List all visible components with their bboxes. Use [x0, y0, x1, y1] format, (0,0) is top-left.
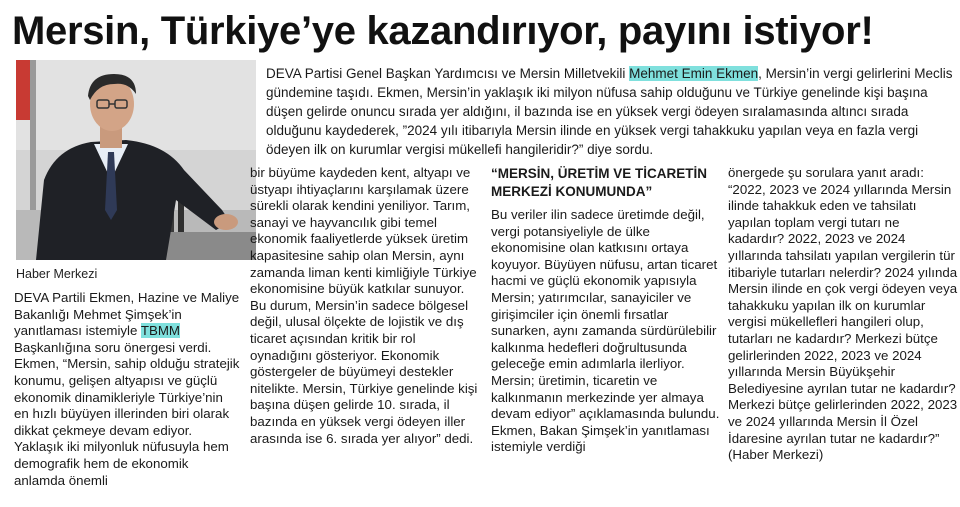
politician-photo: [16, 60, 256, 260]
column-1: [14, 290, 240, 489]
headline: Mersin, Türkiye’ye kazandırıyor, payını istiyor!: [12, 9, 874, 53]
intro-text-end: , Mersin’in vergi gelirlerini Meclis gündemine taşıdı. Ekmen, Mersin’in yaklaşık iki milyon nüfusa sahip olduğunu ve Türkiye genelinde kişi başına düşen gelirde onuncu sırada yer aldığını, il bazında ise en yüksek vergi ödeyen sıralamasında altıncı sırada olduğunu kaydederek, ”2024 yılı itibarıyla Mersin ilinde en yüksek vergi tahakkuku yapılan veya en fazla vergi ödeyen ilk on kurumlar vergisi mükellefi hangileridir?” diye sordu.: [266, 66, 953, 157]
column-3-text: Bu veriler ilin sadece üretimde değil, vergi potansiyeliyle de ülke ekonomisine olan katkısını ortaya koyuyor. Büyüyen nüfusu, artan ticaret hacmi ve güçlü ekonomik yapısıyla Mersin; yatırımcılar, sanayiciler ve girişimciler için önemli fırsatlar sunarken, aynı zamanda sürdürülebilir kalkınma hedefleri doğrultusunda geleceğe emin adımlarla ilerliyor. Mersin; üretimin, ticaretin ve kalkınmanın merkezinde yer almaya devam ediyor” açıklamasında bulundu. Ekmen, Bakan Şimşek’in yanıtlaması istemiyle verdiği: [491, 207, 720, 455]
column-4-text: önergede şu sorulara yanıt aradı: “2022, 2023 ve 2024 yıllarında Mersin ilinde tahakkuk eden ve tahsilatı yapılan toplam vergi tutarı ne kadardır? 2022, 2023 ve 2024 yıllarında tahsilatı yapılan vergilerin tür itibariyle tutarları nelerdir? 2024 yılında Mersin ilinde en çok vergi ödeyen veya tahakkuku yapılan ilk on kurumlar vergisi mükellefleri hangileri olup, tutarları ne kadardır? Merkezi bütçe gelirlerinden 2022, 2023 ve 2024 yıllarında Mersin Büyükşehir Belediyesine ayrılan tutar ne kadardır? Merkezi bütçe gelirlerinden 2022, 2023 ve 2024 yıllarında Mersin İl Özel İdaresine ayrılan tutar ne kadardır?” (Haber Merkezi): [728, 165, 958, 463]
column-3: [491, 165, 721, 456]
col1-text-end: Başkanlığına soru önergesi verdi. Ekmen, “Mersin, sahip olduğu stratejik konumu, gelişen altyapısı ve güçlü ekonomik dinamikleriyle Türkiye’nin en hızlı büyüyen illerinden biri olarak dikkat çekmeye devam ediyor. Yaklaşık iki milyonluk nüfusuyla hem demografik hem de ekonomik anlamda önemli: [14, 339, 240, 488]
column-2-text: bir büyüme kaydeden kent, altyapı ve üstyapı ihtiyaçlarını karşılamak üzere sürekli olarak kendini yeniliyor. Tarım, sanayi ve hayvancılık gibi temel ekonomik faaliyetlerde yüksek üretim kapasitesine sahip olan Mersin, aynı zamanda liman kenti kimliğiyle Türkiye ekonomisine büyük katkılar sunuyor. Bu durum, Mersin’in sadece bölgesel değil, ulusal ölçekte de lojistik ve dış ticaret açısından kritik bir rol oynadığını gösteriyor. Ekonomik göstergeler de büyümeyi destekler nitelikte. Mersin, Türkiye genelinde kişi başına düşen gelirde 10. sırada, il bazında en yüksek vergi ödeyen iller arasında ise 6. sırada yer alıyor” dedi.: [250, 165, 478, 446]
column-4: [728, 165, 958, 464]
intro-paragraph: [266, 64, 958, 159]
intro-text-start: DEVA Partisi Genel Başkan Yardımcısı ve Mersin Milletvekili: [266, 66, 630, 81]
col1-text-start: DEVA Partili Ekmen, Hazine ve Maliye Bakanlığı Mehmet Şimşek’in yanıtlaması istemiyle: [14, 290, 240, 339]
highlighted-tbmm: TBMM: [140, 323, 181, 339]
column-1-text: [14, 290, 240, 489]
column-2: [250, 165, 478, 447]
highlighted-name: Mehmet Emin Ekmen: [629, 66, 759, 81]
photo-caption: Haber Merkezi: [16, 267, 98, 281]
section-subhead: “MERSİN, ÜRETİM VE TİCARETİN MERKEZİ KONUMUNDA”: [491, 166, 708, 199]
